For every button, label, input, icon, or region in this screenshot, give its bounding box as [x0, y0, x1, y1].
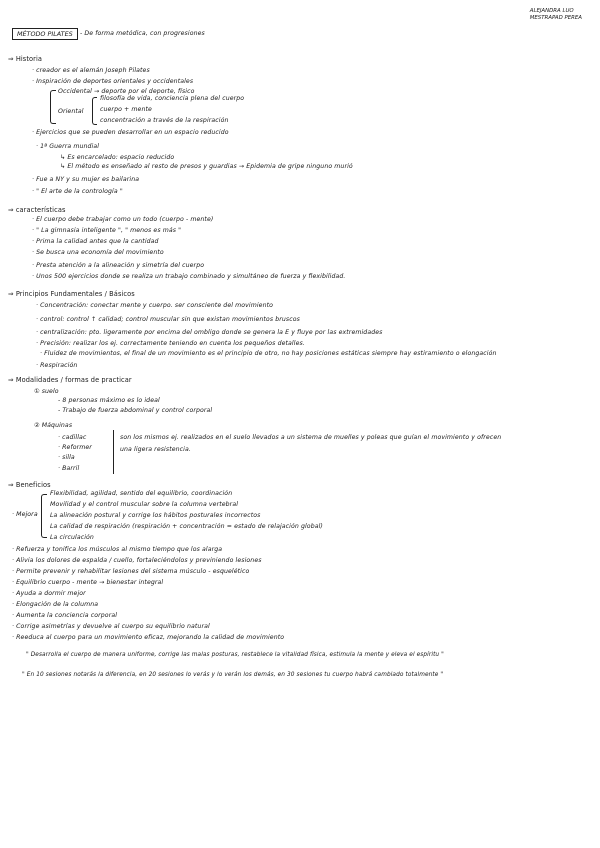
beneficios-mejora: · Mejora [12, 511, 38, 518]
historia-line-6: ↳ El método es enseñado al resto de presos y guardias → Epidemia de gripe ninguno murió [60, 163, 353, 170]
maquina-item-3: · silla [58, 454, 75, 461]
maquinas-note-2: una ligera resistencia. [120, 446, 191, 453]
beneficio-line-5: · Ayuda a dormir mejor [12, 590, 86, 597]
mejora-line-4: La calidad de respiración (respiración + concentración = estado de relajación global) [50, 523, 323, 530]
beneficio-line-4: · Equilibrio cuerpo - mente → bienestar integral [12, 579, 164, 586]
author-line-2: MESTRAPAD PEREA [529, 15, 582, 21]
maquinas-note-1: son los mismos ej. realizados en el suelo llevados a un sistema de muelles y poleas que guían el movimiento y ofrecen [120, 434, 502, 441]
maquina-item-2: · Reformer [58, 444, 92, 451]
beneficios-heading: ⇒ Beneficios [8, 481, 51, 489]
mejora-line-2: Movilidad y el control muscular sobre la columna vertebral [50, 501, 239, 508]
mejora-line-1: Flexibilidad, agilidad, sentido del equilibrio, coordinación [50, 490, 233, 497]
maquinas-bracket [113, 430, 114, 474]
caracteristicas-line-3: · Prima la calidad antes que la cantidad [32, 238, 159, 245]
beneficio-line-8: · Corrige asimetrías y devuelve al cuerpo su equilibrio natural [12, 623, 210, 630]
historia-line-3: · Ejercicios que se pueden desarrollar en un espacio reducido [32, 129, 229, 136]
beneficio-line-3: · Permite prevenir y rehabilitar lesiones del sistema músculo - esquelético [12, 568, 250, 575]
principios-line-5: · Fluidez de movimientos, el final de un movimiento es el principio de otro, no hay posiciones estáticas siempre hay estiramiento o elongación [40, 350, 497, 357]
beneficio-line-2: · Alivia los dolores de espalda / cuello, fortaleciéndolos y previniendo lesiones [12, 557, 262, 564]
maquina-item-1: · cadillac [58, 434, 87, 441]
caracteristicas-line-5: · Presta atención a la alineación y simetría del cuerpo [32, 262, 205, 269]
author-block [530, 8, 582, 22]
maquina-item-4: · Barril [58, 465, 80, 472]
suelo-line-2: - Trabajo de fuerza abdominal y control corporal [58, 407, 213, 414]
principios-line-2: · control: control ↑ calidad; control muscular sin que existan movimientos bruscos [36, 316, 300, 323]
quote-1: " Desarrolla el cuerpo de manera uniforme, corrige las malas posturas, restablece la vitalidad física, estimula la mente y eleva el espíritu " [26, 652, 444, 658]
historia-line-2: · Inspiración de deportes orientales y occidentales [32, 78, 194, 85]
title-subtitle: - De forma metódica, con progresiones [80, 30, 205, 37]
historia-line-7: · Fue a NY y su mujer es bailarina [32, 176, 140, 183]
principios-heading: ⇒ Principios Fundamentales / Básicos [8, 290, 135, 298]
mejora-line-3: La alineación postural y corrige los hábitos posturales incorrectos [50, 512, 261, 519]
modalidades-suelo: ① suelo [34, 388, 59, 395]
historia-oriental-3: concentración a través de la respiración [100, 117, 229, 124]
beneficio-line-6: · Elongación de la columna [12, 601, 99, 608]
caracteristicas-line-2: · " La gimnasia inteligente ", " menos es más " [32, 227, 182, 234]
principios-line-6: · Respiración [36, 362, 78, 369]
historia-line-4: · 1ª Guerra mundial [36, 143, 100, 150]
principios-line-1: · Concentración: conectar mente y cuerpo. ser consciente del movimiento [36, 302, 274, 309]
modalidades-heading: ⇒ Modalidades / formas de practicar [8, 376, 132, 384]
caracteristicas-line-6: · Unos 500 ejercicios donde se realiza un trabajo combinado y simultáneo de fuerza y flexibilidad. [32, 273, 346, 280]
caracteristicas-line-4: · Se busca una economía del movimiento [32, 249, 164, 256]
beneficio-line-1: · Refuerza y tonifica los músculos al mismo tiempo que los alarga [12, 546, 223, 553]
quote-2: " En 10 sesiones notarás la diferencia, en 20 sesiones lo verás y lo verán los demás, en 30 sesiones tu cuerpo habrá cambiado totalmente " [22, 672, 444, 678]
principios-line-4: · Precisión: realizar los ej. correctamente teniendo en cuenta los pequeños detalles. [36, 340, 305, 347]
beneficio-line-7: · Aumenta la conciencia corporal [12, 612, 118, 619]
historia-occidental: Occidental → deporte por el deporte, físico [58, 88, 195, 95]
historia-brace [50, 90, 56, 124]
mejora-line-5: La circulación [50, 534, 94, 541]
historia-heading: ⇒ Historia [8, 55, 43, 63]
page-title: MÉTODO PILATES [12, 28, 78, 40]
historia-line-5: ↳ Es encarcelado: espacio reducido [60, 154, 175, 161]
modalidades-maquinas: ② Máquinas [34, 422, 73, 429]
historia-oriental: Oriental [58, 108, 84, 115]
historia-oriental-2: cuerpo + mente [100, 106, 152, 113]
caracteristicas-heading: ⇒ características [8, 206, 66, 214]
author-line-1: ALEJANDRA LUO [529, 8, 574, 14]
mejora-brace [41, 494, 47, 538]
beneficio-line-9: · Reeduca al cuerpo para un movimiento eficaz, mejorando la calidad de movimiento [12, 634, 285, 641]
oriental-brace [92, 97, 97, 125]
principios-line-3: · centralización: pto. ligeramente por encima del ombligo donde se genera la E y fluye por las extremidades [36, 329, 383, 336]
historia-line-8: · " El arte de la contrología " [32, 188, 123, 195]
suelo-line-1: - 8 personas máximo es lo ideal [58, 397, 160, 404]
historia-line-1: · creador es el alemán Joseph Pilates [32, 67, 150, 74]
historia-oriental-1: filosofía de vida, conciencia plena del cuerpo [100, 95, 245, 102]
caracteristicas-line-1: · El cuerpo debe trabajar como un todo (cuerpo - mente) [32, 216, 214, 223]
